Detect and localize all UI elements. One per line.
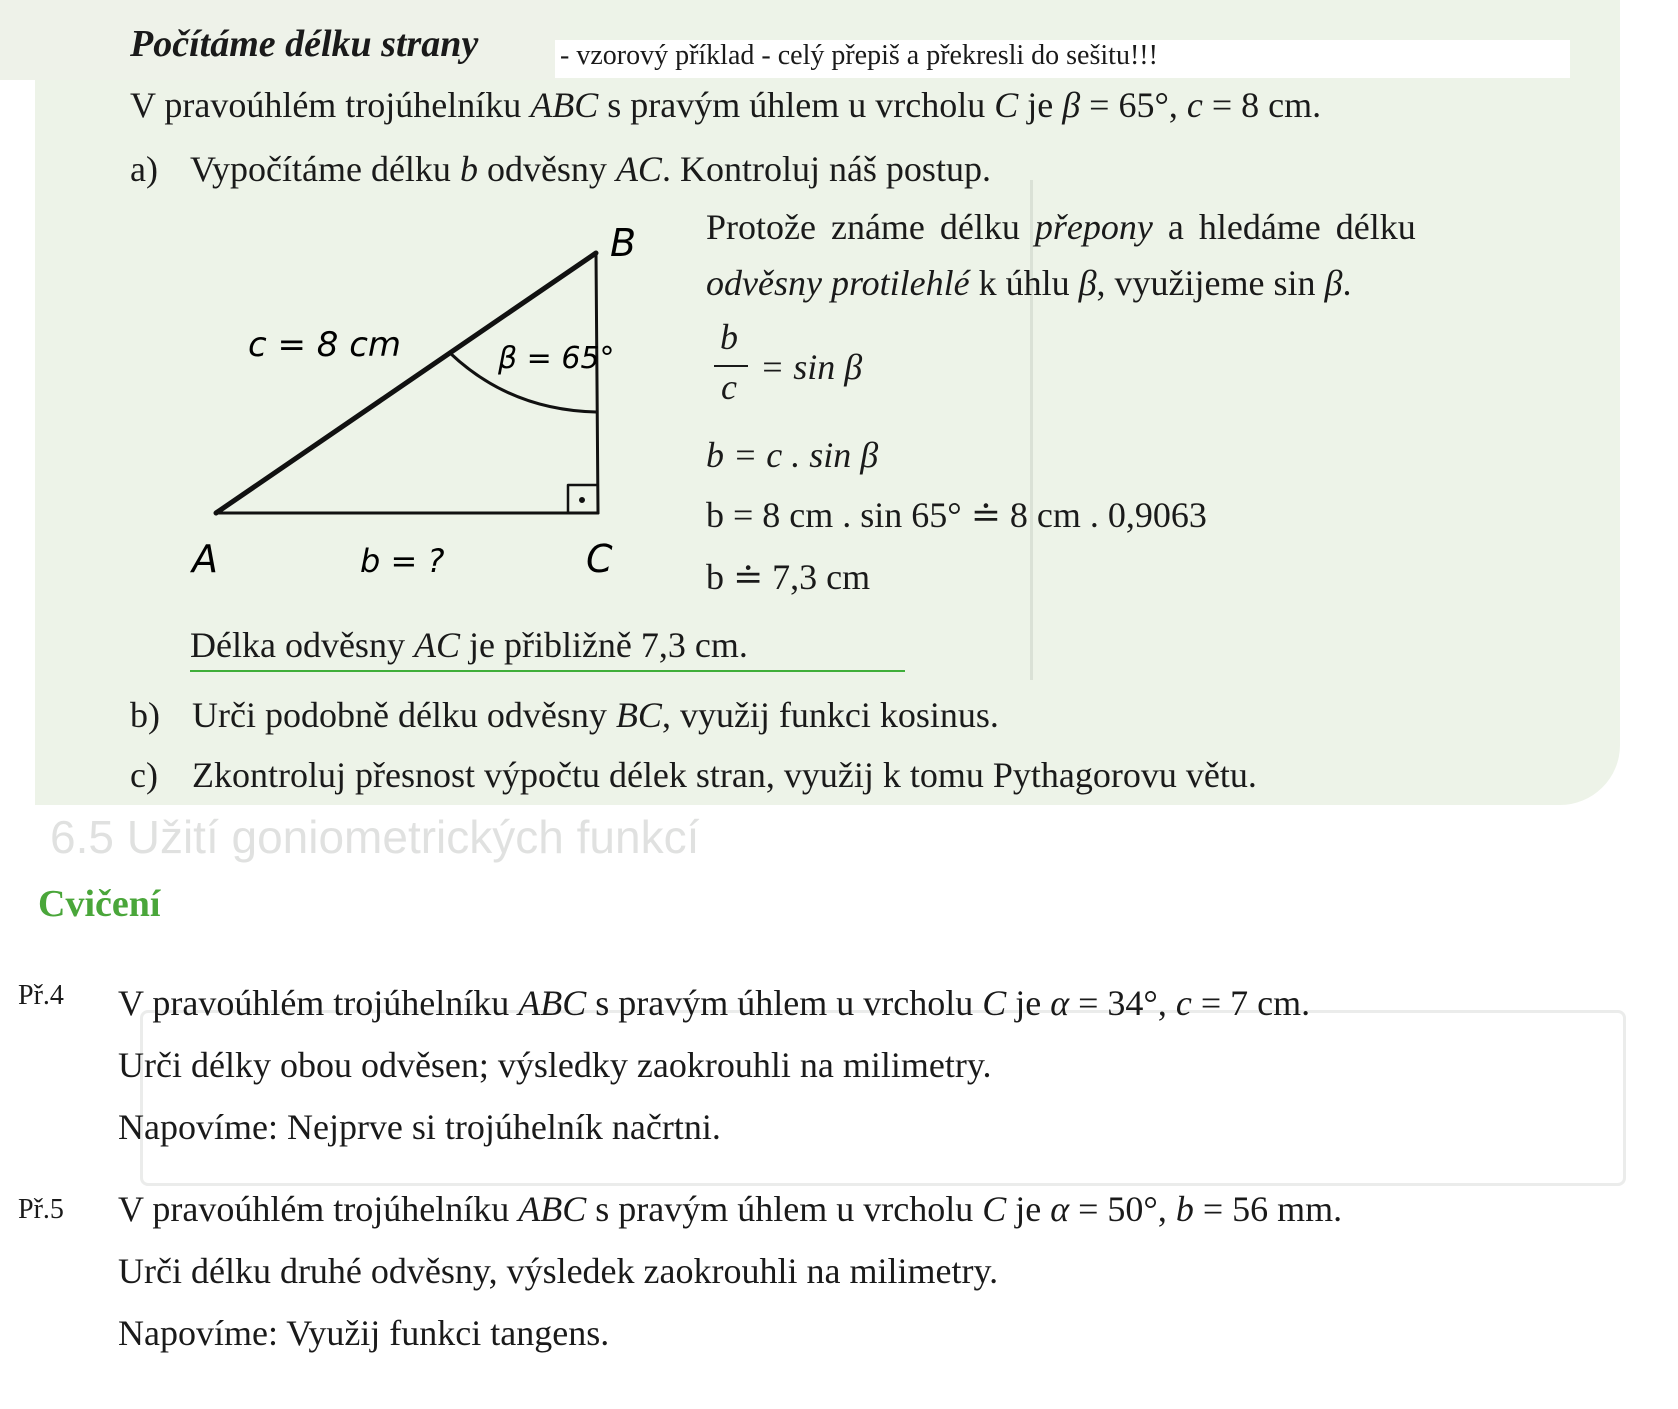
var-c: c (1186, 85, 1203, 125)
text-fragment: s pravým úhlem u vrcholu (598, 85, 995, 125)
text-fragment: je (1018, 85, 1063, 125)
var-b: b (1175, 1189, 1194, 1229)
text-fragment: = 8 cm. (1202, 85, 1322, 125)
text-fragment: . Kontroluj náš postup. (661, 149, 991, 189)
text-fragment: = 65°, (1080, 85, 1187, 125)
exercise-label: Př.4 (18, 980, 64, 1011)
side-c-label: c = 8 cm (248, 325, 402, 365)
explanation-line-2 (706, 262, 1351, 304)
text-fragment: Vypočítáme délku (190, 149, 460, 189)
text-fragment: k úhlu (969, 263, 1079, 303)
conclusion (190, 624, 748, 666)
var-alpha: α (1050, 983, 1070, 1023)
term-hypotenuse: přepony (1034, 207, 1153, 247)
exercise-4-line-1 (118, 982, 1310, 1024)
conclusion-underline (190, 670, 905, 672)
text-fragment: je přibližně 7,3 cm. (459, 625, 748, 665)
part-c-label: c) (130, 755, 158, 795)
text-fragment: Urči podobně délku odvěsny (192, 695, 616, 735)
hypotenuse-line (216, 253, 596, 513)
text-fragment: , využij funkci kosinus. (661, 695, 999, 735)
exercises-heading: Cvičení (38, 883, 161, 925)
problem-statement (130, 84, 1321, 126)
exercise-5-line-3: Napovíme: Využij funkci tangens. (118, 1313, 610, 1353)
text-fragment: = 56 mm. (1193, 1189, 1343, 1229)
fraction-denominator: c (721, 367, 737, 407)
vertex-b-label: B (610, 221, 637, 265)
text-fragment: odvěsny (477, 149, 616, 189)
formula-substitution: b = 8 cm . sin 65° ≐ 8 cm . 0,9063 (706, 495, 1207, 535)
var-c-vertex: C (994, 85, 1019, 125)
text-fragment: s pravým úhlem u vrcholu (586, 1189, 983, 1229)
leg-bc-line (596, 253, 598, 513)
var-beta: β (1324, 263, 1343, 303)
text-fragment: Délka odvěsny (190, 625, 414, 665)
angle-beta-label: β = 65° (498, 341, 615, 376)
fraction-numerator: b (720, 317, 738, 357)
part-a-text (190, 148, 991, 190)
text-fragment: V pravoúhlém trojúhelníku (118, 983, 519, 1023)
exercise-5-line-2: Urči délku druhé odvěsny, výsledek zaokrouhli na milimetry. (118, 1251, 999, 1291)
var-b: b (459, 149, 478, 189)
text-fragment: V pravoúhlém trojúhelníku (130, 85, 531, 125)
exercise-label: Př.5 (18, 1194, 64, 1225)
var-ac: AC (413, 625, 460, 665)
right-angle-dot (580, 498, 585, 503)
side-b-label: b = ? (360, 542, 445, 580)
var-beta: β (1062, 85, 1081, 125)
text-fragment: = 34°, (1069, 983, 1176, 1023)
vertex-c-label: C (586, 537, 613, 581)
var-abc: ABC (518, 983, 587, 1023)
part-c-text: Zkontroluj přesnost výpočtu délek stran, využij k tomu Pythagorovu větu. (192, 755, 1257, 795)
var-c: c (1175, 983, 1192, 1023)
exercise-4-line-2: Urči délky obou odvěsen; výsledky zaokrouhli na milimetry. (118, 1045, 992, 1085)
text-fragment: V pravoúhlém trojúhelníku (118, 1189, 519, 1229)
instruction-note: - vzorový příklad - celý přepiš a překresli do sešitu!!! (560, 40, 1158, 71)
var-beta: β (1078, 263, 1097, 303)
text-fragment: . (1342, 263, 1352, 303)
var-c-vertex: C (982, 1189, 1007, 1229)
text-fragment: = 50°, (1069, 1189, 1176, 1229)
exercise-5-line-1 (118, 1188, 1342, 1230)
var-abc: ABC (530, 85, 599, 125)
part-b-text (192, 694, 999, 736)
vertex-a-label: A (192, 537, 218, 581)
var-bc: BC (615, 695, 662, 735)
var-abc: ABC (518, 1189, 587, 1229)
text-fragment: s pravým úhlem u vrcholu (586, 983, 983, 1023)
var-ac: AC (615, 149, 662, 189)
part-a-label: a) (130, 149, 158, 189)
bleed-through-decoration: 6.5 Užití goniometrických funkcí (50, 811, 700, 863)
bleed-through-decoration (1030, 180, 1533, 680)
text-fragment: a hledáme délku (1152, 207, 1416, 247)
page-title: Počítáme délku strany (130, 23, 479, 65)
bleed-through-decoration (140, 1010, 1626, 1186)
term-opposite-leg: odvěsny protilehlé (706, 263, 970, 303)
exercise-4-line-3: Napovíme: Nejprve si trojúhelník načrtni. (118, 1107, 721, 1147)
var-c-vertex: C (982, 983, 1007, 1023)
explanation-line-1 (706, 206, 1416, 248)
text-fragment: Protože známe délku (706, 207, 1035, 247)
text-fragment: je (1006, 983, 1051, 1023)
var-alpha: α (1050, 1189, 1070, 1229)
text-fragment: je (1006, 1189, 1051, 1229)
formula-sin-beta: = sin β (760, 347, 863, 387)
text-fragment: , využijeme sin (1096, 263, 1325, 303)
formula-b-equals: b = c . sin β (706, 435, 879, 475)
triangle-figure (180, 220, 650, 600)
formula-result: b ≐ 7,3 cm (706, 557, 871, 597)
part-b-label: b) (130, 695, 160, 735)
text-fragment: = 7 cm. (1191, 983, 1311, 1023)
